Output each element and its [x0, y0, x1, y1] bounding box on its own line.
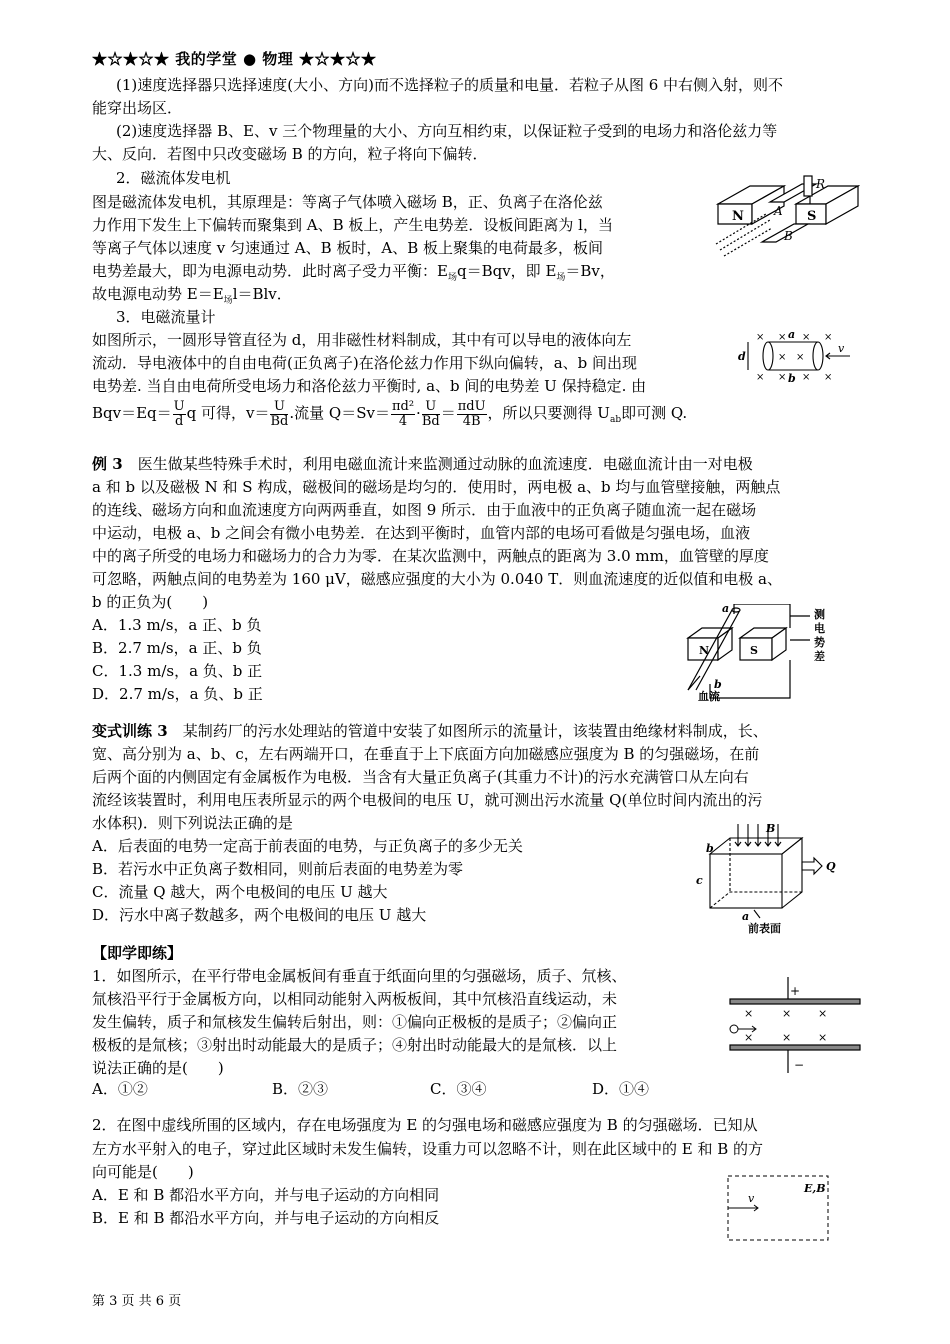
var3-option-b: B．若污水中正负离子数相同，则前后表面的电势差为零	[92, 860, 464, 878]
example-3-line1: 例 3 医生做某些特殊手术时，利用电磁血流计来监测通过动脉的血流速度．电磁血流计由一对电极	[92, 455, 753, 473]
section-2-title: 2．磁流体发电机	[116, 169, 231, 187]
eb-v-label: v	[748, 1192, 755, 1205]
q1-option-c: C．③④	[430, 1080, 487, 1098]
section-3-title: 3．电磁流量计	[116, 308, 216, 326]
meter-char: 差	[814, 650, 825, 663]
flow-formula: Bqv＝Eq＝ $\frac{U}{d}$ q 可得，v＝ $\frac{U}{Bd}$ .流量 Q＝Sv＝ $\frac{\text{πd²}}{4}$ · $\frac{U}{Bd}$ ＝ $\frac{\text{πdU}}{4B}$ ，所以只要测得 $U_{ab}$即可测 Q.	[92, 398, 688, 429]
ex3-line: b 的正负为( )	[92, 593, 209, 611]
blood-a-label: a	[722, 604, 730, 615]
s3-line: 如图所示，一圆形导管直径为 d，用非磁性材料制成，其中有可以导电的液体向左	[92, 331, 632, 349]
q2-option-b: B．E 和 B 都沿水平方向，并与电子运动的方向相反	[92, 1209, 440, 1227]
svg-text:×: ×	[756, 332, 765, 343]
paragraph-2-line2: 大、反向．若图中只改变磁场 B 的方向，粒子将向下偏转．	[92, 145, 488, 163]
paragraph-2-line1: (2)速度选择器 B、E、v 三个物理量的大小、方向互相约束，以保证粒子受到的电场力和洛伦兹力等	[116, 122, 778, 140]
variant-3-line1: 变式训练 3 某制药厂的污水处理站的管道中安装了如图所示的流量计，该装置由绝缘材料制成，长、	[92, 722, 768, 740]
meter-char: 势	[814, 636, 825, 649]
box-a-label: a	[742, 910, 750, 923]
ex3-option-a: A．1.3 m/s，a 正、b 负	[92, 616, 262, 634]
blood-b-label: b	[714, 678, 722, 691]
practice-title: 【即学即练】	[92, 944, 183, 962]
sewage-flowmeter-figure	[690, 818, 840, 936]
s2-line: 等离子气体以速度 v 匀速通过 A、B 板时，A、B 板上聚集的电荷最多，板间	[92, 239, 604, 257]
q1-option-b: B．②③	[272, 1080, 329, 1098]
svg-text:×: ×	[818, 1007, 828, 1020]
svg-text:×: ×	[802, 372, 811, 383]
flow-v-label: v	[838, 342, 845, 355]
svg-text:×: ×	[796, 352, 805, 363]
svg-text:×: ×	[818, 1031, 828, 1044]
box-Q-label: Q	[826, 860, 836, 873]
var3-option-a: A．后表面的电势一定高于前表面的电势，与正负离子的多少无关	[92, 837, 523, 855]
mhd-b-label: B	[784, 229, 793, 243]
ex3-option-c: C．1.3 m/s，a 负、b 正	[92, 662, 263, 680]
ex3-line: 可忽略，两触点间的电势差为 160 μV，磁感应强度的大小为 0.040 T．则血流速度的近似值和电极 a、	[92, 570, 782, 588]
q1-line: 发生偏转，质子和氚核发生偏转后射出，则：①偏向正极板的是质子；②偏向正	[92, 1013, 618, 1031]
var3-line: 后两个面的内侧固定有金属板作为电极．当含有大量正负离子(其重力不计)的污水充满管口从左向右	[92, 768, 749, 786]
mhd-n-label: N	[732, 209, 744, 224]
svg-text:×: ×	[782, 1007, 792, 1020]
var3-line: 宽、高分别为 a、b、c，左右两端开口，在垂直于上下底面方向加磁感应强度为 B 的匀强磁场，在前	[92, 745, 760, 763]
var3-option-d: D．污水中离子数越多，两个电极间的电压 U 越大	[92, 906, 427, 924]
q1-option-a: A．①②	[92, 1080, 148, 1098]
svg-text:×: ×	[824, 332, 833, 343]
ex3-line: 的连线、磁场方向和血流速度方向两两垂直，如图 9 所示．由于血液中的正负离子随血流一起在磁场	[92, 501, 757, 519]
blood-flow-label: 血流	[698, 690, 720, 703]
var3-line: 水体积)．则下列说法正确的是	[92, 814, 293, 832]
mhd-generator-figure	[710, 174, 860, 270]
q2-line: 2．在图中虚线所围的区域内，存在电场强度为 E 的匀强电场和磁感应强度为 B 的匀强磁场．已知从	[92, 1116, 758, 1134]
q1-line: 说法正确的是( )	[92, 1059, 224, 1077]
svg-text:×: ×	[824, 372, 833, 383]
box-B-label: B	[766, 822, 776, 835]
mhd-a-label: A	[774, 204, 783, 218]
svg-text:×: ×	[744, 1031, 754, 1044]
q1-line: 极板的是氚核；③射出时动能最大的是质子；④射出时动能最大的是氚核．以上	[92, 1036, 618, 1054]
blood-s-label: S	[750, 644, 758, 657]
meter-char: 电	[814, 622, 825, 635]
flow-a-label: a	[788, 328, 796, 341]
s2-line: 力作用下发生上下偏转而聚集到 A、B 板上，产生电势差．设板间距离为 l，当	[92, 216, 613, 234]
var3-line: 流经该装置时，利用电压表所显示的两个电极间的电压 U，就可测出污水流量 Q(单位时间内流出的污	[92, 791, 763, 809]
flow-b-label: b	[788, 372, 796, 385]
plates-minus-label: −	[794, 1058, 805, 1072]
svg-text:×: ×	[778, 372, 787, 383]
page-header: ★☆★☆★ 我的学堂 ● 物理 ★☆★☆★	[92, 50, 377, 68]
ex3-line: 中的离子所受的电场力和磁场力的合力为零．在某次监测中，两触点的距离为 3.0 mm，血管壁的厚度	[92, 547, 769, 565]
q1-option-d: D．①④	[592, 1080, 650, 1098]
svg-text:×: ×	[778, 352, 787, 363]
s2-line-emf: 故电源电动势 $E=E_场l=Blv$．	[92, 285, 292, 306]
var3-option-c: C．流量 Q 越大，两个电极间的电压 U 越大	[92, 883, 388, 901]
svg-text:×: ×	[802, 332, 811, 343]
q2-line: 向可能是( )	[92, 1163, 194, 1181]
s2-line-equilibrium: 电势差最大，即为电源电动势．此时离子受力平衡：$E_场q=Bqv$，即 $E_场=Bv$，	[92, 262, 615, 283]
mhd-s-label: S	[807, 209, 817, 224]
eb-label: E,B	[804, 1182, 826, 1195]
ex3-line: a 和 b 以及磁极 N 和 S 构成，磁极间的磁场是均匀的．使用时，两电极 a、b 均与血管壁接触，两触点	[92, 478, 781, 496]
page-footer: 第 3 页 共 6 页	[92, 1294, 182, 1309]
paragraph-1-line1: (1)速度选择器只选择速度(大小、方向)而不选择粒子的质量和电量．若粒子从图 6 中右侧入射，则不	[116, 76, 784, 94]
flow-d-label: d	[738, 350, 746, 363]
q2-line: 左方水平射入的电子，穿过此区域时未发生偏转，设重力可以忽略不计，则在此区域中的 E 和 B 的方	[92, 1140, 764, 1158]
mhd-r-label: R	[816, 177, 826, 191]
q1-line: 1．如图所示，在平行带电金属板间有垂直于纸面向里的匀强磁场，质子、氘核、	[92, 967, 627, 985]
charged-plates-figure	[724, 975, 864, 1075]
svg-text:×: ×	[782, 1031, 792, 1044]
ex3-option-b: B．2.7 m/s，a 正、b 负	[92, 639, 262, 657]
blood-n-label: N	[699, 644, 710, 657]
svg-text:×: ×	[778, 332, 787, 343]
box-c-label: c	[696, 874, 703, 887]
box-front-label: 前表面	[748, 922, 781, 935]
s3-line: 电势差. 当自由电荷所受电场力和洛伦兹力平衡时, a、b 间的电势差 U 保持稳定. 由	[92, 377, 647, 395]
box-b-label: b	[706, 842, 714, 855]
ex3-option-d: D．2.7 m/s，a 负、b 正	[92, 685, 263, 703]
s2-line: 图是磁流体发电机，其原理是：等离子气体喷入磁场 B，正、负离子在洛伦兹	[92, 193, 603, 211]
svg-text:×: ×	[744, 1007, 754, 1020]
blood-flow-figure	[680, 604, 840, 704]
meter-char: 测	[814, 608, 825, 621]
q2-option-a: A．E 和 B 都沿水平方向，并与电子运动的方向相同	[92, 1186, 440, 1204]
plates-plus-label: +	[790, 984, 801, 998]
s3-line: 流动．导电液体中的自由电荷(正负离子)在洛伦兹力作用下纵向偏转，a、b 间出现	[92, 354, 638, 372]
q1-line: 氚核沿平行于金属板方向，以相同动能射入两板板间，其中氘核沿直线运动，未	[92, 990, 618, 1008]
ex3-line: 中运动，电极 a、b 之间会有微小电势差．在达到平衡时，血管内部的电场可看做是匀强电场，血液	[92, 524, 751, 542]
svg-text:×: ×	[756, 372, 765, 383]
flowmeter-figure	[738, 328, 858, 386]
eb-region-figure	[722, 1172, 832, 1244]
paragraph-1-line2: 能穿出场区．	[92, 99, 183, 117]
